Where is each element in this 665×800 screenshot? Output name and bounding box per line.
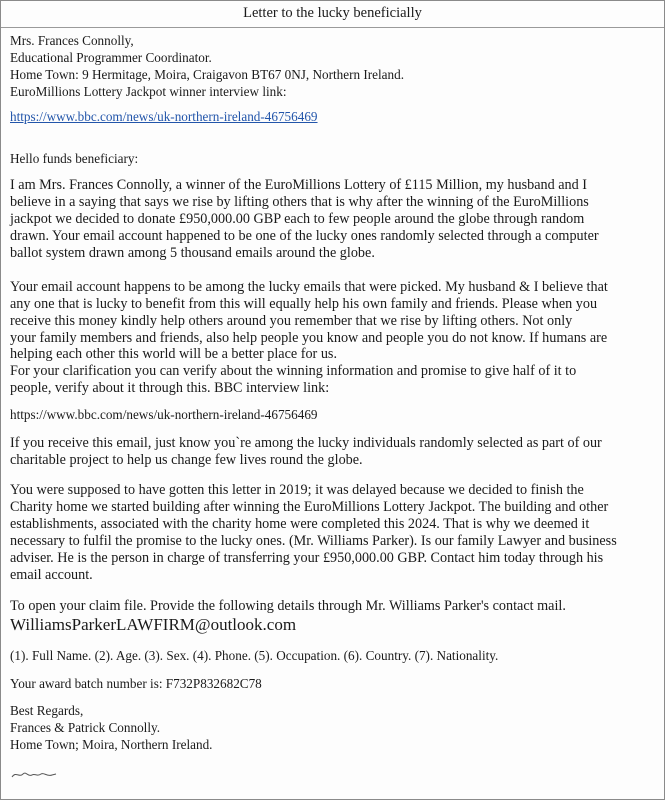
claim-instructions: To open your claim file. Provide the following details through Mr. Williams Parker's contact mail.	[10, 598, 566, 614]
title-divider	[1, 27, 664, 28]
sender-name: Mrs. Frances Connolly,	[10, 33, 134, 48]
sender-hometown: Home Town: 9 Hermitage, Moira, Craigavon BT67 0NJ, Northern Ireland.	[10, 67, 405, 82]
para1-line: ballot system drawn among 5 thousand emails around the globe.	[10, 245, 375, 261]
details-list: (1). Full Name. (2). Age. (3). Sex. (4). Phone. (5). Occupation. (6). Country. (7). Nationality.	[10, 648, 499, 663]
para4-line: adviser. He is the person in charge of transferring your £950,000.00 GBP. Contact him today through his	[10, 550, 604, 566]
letter-title: Letter to the lucky beneficially	[243, 5, 422, 21]
para1-line: drawn. Your email account happened to be one of the lucky ones randomly selected through a computer	[10, 228, 599, 244]
closing-regards: Best Regards,	[10, 703, 84, 718]
para4-line: establishments, associated with the charity home were completed this 2024. That is why we deemed it	[10, 516, 590, 532]
para2-line: any one that is lucky to benefit from this will equally help his own family and friends. Please when you	[10, 296, 598, 312]
para1-line: believe in a saying that says we rise by lifting others that is why after the winning of the EuroMillions	[10, 194, 589, 210]
para4-line: email account.	[10, 567, 93, 583]
interview-label: EuroMillions Lottery Jackpot winner interview link:	[10, 84, 287, 99]
para2-line: people, verify about it through this. BBC interview link:	[10, 380, 330, 396]
para3-line: charitable project to help us change few lives round the globe.	[10, 452, 363, 468]
para2-line: your family members and friends, also help people you know and people you do not know. If humans are	[10, 330, 608, 346]
bbc-link-plain: https://www.bbc.com/news/uk-northern-ireland-46756469	[10, 407, 318, 422]
batch-number: Your award batch number is: F732P832682C78	[10, 676, 262, 691]
contact-email: WilliamsParkerLAWFIRM@outlook.com	[10, 615, 297, 634]
para4-line: You were supposed to have gotten this letter in 2019; it was delayed because we decided to finish the	[10, 482, 584, 498]
closing-names: Frances & Patrick Connolly.	[10, 720, 161, 735]
para1-line: I am Mrs. Frances Connolly, a winner of the EuroMillions Lottery of £115 Million, my husband and I	[10, 177, 588, 193]
greeting: Hello funds beneficiary:	[10, 151, 139, 166]
para2-line: Your email account happens to be among the lucky emails that were picked. My husband & I believe that	[10, 279, 608, 295]
closing-hometown: Home Town; Moira, Northern Ireland.	[10, 737, 213, 752]
para1-line: jackpot we decided to donate £950,000.00 GBP each to few people around the globe through random	[10, 211, 585, 227]
signature-scribble	[10, 765, 58, 781]
para2-line: receive this money kindly help others around you remember that we rise by lifting others. Not only	[10, 313, 573, 329]
para2-line: For your clarification you can verify about the winning information and promise to give half of it to	[10, 363, 577, 379]
interview-link[interactable]: https://www.bbc.com/news/uk-northern-ireland-46756469	[10, 109, 318, 124]
para2-line: helping each other this world will be a better place for us.	[10, 346, 337, 362]
para4-line: necessary to fulfil the promise to the lucky ones. (Mr. Williams Parker). Is our family Lawyer and business	[10, 533, 617, 549]
sender-role: Educational Programmer Coordinator.	[10, 50, 212, 65]
para4-line: Charity home we started building after winning the EuroMillions Lottery Jackpot. The building and other	[10, 499, 609, 515]
para3-line: If you receive this email, just know you`re among the lucky individuals randomly selected as part of our	[10, 435, 602, 451]
